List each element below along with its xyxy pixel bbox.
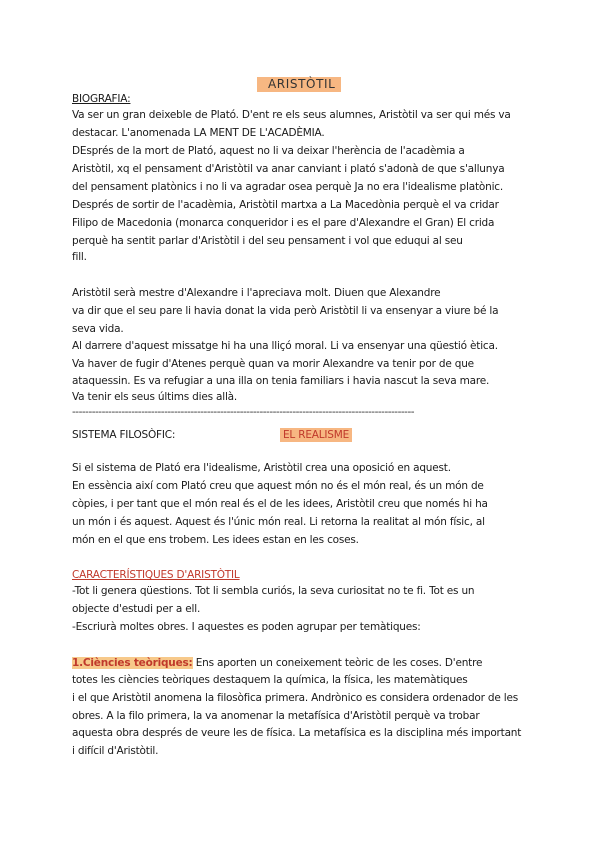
text-line: Va haver de fugir d'Atenes perquè quan va morir Alexandre va tenir por de que xyxy=(72,358,474,370)
text-line: i el que Aristòtil anomena la filosòfica primera. Andrònico es considera ordenador de les xyxy=(72,692,519,704)
text-line: seva vida. xyxy=(72,323,124,335)
text-line: -Tot li genera qüestions. Tot li sembla curiós, la seva curiositat no te fi. Tot es un xyxy=(72,585,475,597)
text-line: obres. A la filo primera, la va anomenar la metafísica d'Aristòtil perquè va trobar xyxy=(72,710,480,722)
text-line: Aristòtil serà mestre d'Alexandre i l'apreciava molt. Diuen que Alexandre xyxy=(72,287,441,299)
section-label: Ciències teòriques: xyxy=(82,657,193,669)
text-line: Filipo de Macedonia (monarca conqueridor i es el pare d'Alexandre el Gran) El crida xyxy=(72,217,495,229)
text-line: objecte d'estudi per a ell. xyxy=(72,603,201,615)
text-line: aquesta obra després de veure les de física. La metafísica es la disciplina més important xyxy=(72,727,522,739)
text-line: En essència així com Plató creu que aquest món no és el món real, és un món de xyxy=(72,480,484,492)
caracteristiques-heading: CARACTERÍSTIQUES D'ARISTÒTIL xyxy=(72,569,240,581)
text-line: món en el que ens trobem. Les idees estan en les coses. xyxy=(72,534,359,546)
realisme-heading: EL REALISME xyxy=(280,428,352,442)
text-line: Va tenir els seus últims dies allà. xyxy=(72,391,238,403)
section-divider: -------------------------------------------------------------------------------------------------------- xyxy=(72,406,415,418)
biografia-heading: BIOGRAFIA: xyxy=(72,93,131,105)
section-first-line xyxy=(72,656,482,670)
text-line: Al darrere d'aquest missatge hi ha una lliçó moral. Li va ensenyar una qüestió ètica. xyxy=(72,340,498,352)
text-line: Va ser un gran deixeble de Plató. D'ent re els seus alumnes, Aristòtil va ser qui més va xyxy=(72,109,511,121)
text-line: DEsprés de la mort de Plató, aquest no li va deixar l'herència de l'acadèmia a xyxy=(72,145,465,157)
text-fragment: Ens aporten un coneixement teòric de les coses. D'entre xyxy=(192,657,483,669)
section-number: 1. xyxy=(72,657,83,669)
text-line: Aristòtil, xq el pensament d'Aristòtil va anar canviant i plató s'adonà de que s'allunya xyxy=(72,163,505,175)
text-line: un món i és aquest. Aquest és l'únic món real. Li retorna la realitat al món físic, al xyxy=(72,516,485,528)
text-line: i difícil d'Aristòtil. xyxy=(72,745,159,757)
sistema-filosofic-label: SISTEMA FILOSÒFIC: xyxy=(72,429,176,441)
text-line: ataquessin. Es va refugiar a una illa on tenia familiars i havia nascut la seva mare. xyxy=(72,375,490,387)
text-line: perquè ha sentit parlar d'Aristòtil i del seu pensament i vol que eduqui al seu xyxy=(72,235,463,247)
text-line: -Escriurà moltes obres. I aquestes es poden agrupar per temàtiques: xyxy=(72,621,421,633)
text-line: destacar. L'anomenada LA MENT DE L'ACADÈMIA. xyxy=(72,127,325,139)
text-line: Després de sortir de l'acadèmia, Aristòtil martxa a La Macedònia perquè el va cridar xyxy=(72,199,499,211)
text-line: del pensament platònics i no li va agradar osea perquè Ja no era l'idealisme platònic. xyxy=(72,181,503,193)
text-line: fill. xyxy=(72,251,87,263)
text-line: totes les ciències teòriques destaquem la química, la física, les matemàtiques xyxy=(72,674,468,686)
page-title: ARISTÒTIL xyxy=(257,77,341,92)
text-line: va dir que el seu pare li havia donat la vida però Aristòtil li va ensenyar a viure bé la xyxy=(72,305,499,317)
text-line: còpies, i per tant que el món real és el de les idees, Aristòtil creu que només hi ha xyxy=(72,498,488,510)
text-line: Si el sistema de Plató era l'idealisme, Aristòtil crea una oposició en aquest. xyxy=(72,462,451,474)
